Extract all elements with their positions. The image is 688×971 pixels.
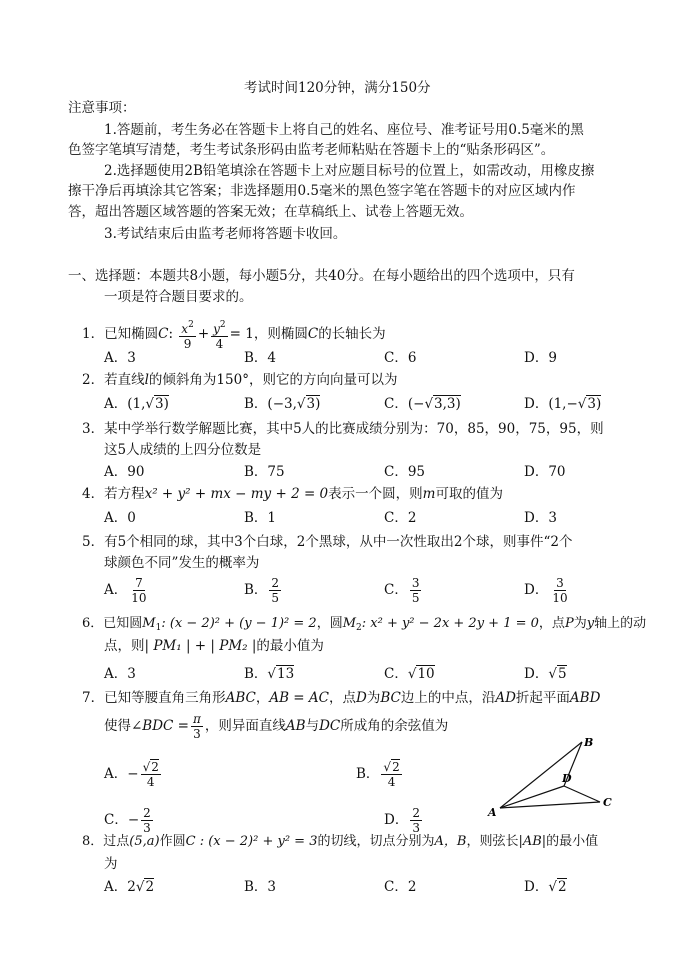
q6-option-d: D．√5 <box>524 666 567 682</box>
section-title-b: 一项是符合题目要求的。 <box>104 289 253 305</box>
q2-option-b: B．(−3,√3) <box>244 396 321 412</box>
q2-option-a: A．(1,√3) <box>104 396 169 412</box>
exam-info: 考试时间120分钟，满分150分 <box>244 80 431 96</box>
edge-dc <box>564 786 600 802</box>
q1-option-d: D．9 <box>524 350 557 366</box>
q4-option-d: D．3 <box>524 510 557 526</box>
q8-option-d: D．√2 <box>524 879 567 895</box>
question-5-b: 球颜色不同”发生的概率为 <box>104 555 260 571</box>
q8-option-a: A．2√2 <box>104 879 155 895</box>
q1-option-c: C．6 <box>384 350 417 366</box>
q1-option-b: B．4 <box>244 350 277 366</box>
q7-option-b: B． $\frac{√2}{4}$ <box>356 760 400 789</box>
question-8-a: 8．过点(5,a)作圆C : (x − 2)² + y² = 3的切线，切点分别为A，B，则弦长|AB|的最小值 <box>82 834 599 849</box>
notice-2b: 擦干净后再填涂其它答案；非选择题用0.5毫米的黑色签字笔在答题卡的对应区域内作 <box>68 183 576 199</box>
q8-option-b: B．3 <box>244 879 277 895</box>
label-a: A <box>488 806 497 818</box>
q2-option-d: D．(1,−√3) <box>524 396 602 412</box>
q5-option-a: A． $\frac{7}{10}$ <box>104 576 147 605</box>
q5-option-c: C． $\frac{3}{5}$ <box>384 576 420 605</box>
question-3-b: 这5人成绩的上四分位数是 <box>104 442 262 458</box>
question-5-a: 5．有5个相同的球，其中3个白球，2个黑球，从中一次性取出2个球，则事件“2个 <box>82 534 573 550</box>
notice-1b: 色签字笔填写清楚，考生考试条形码由监考老师粘贴在答题卡上的“贴条形码区”。 <box>68 142 555 158</box>
label-d: D <box>562 772 572 785</box>
q7-option-a: A．− $\frac{√2}{4}$ <box>104 760 159 789</box>
q5-option-d: D． $\frac{3}{10}$ <box>524 576 568 605</box>
q5-option-b: B． $\frac{2}{5}$ <box>244 576 280 605</box>
q4-option-c: C．2 <box>384 510 417 526</box>
question-7-a: 7．已知等腰直角三角形ABC，AB = AC，点D为BC边上的中点，沿AD折起平面ABD <box>82 690 601 706</box>
q1-option-a: A．3 <box>104 350 136 366</box>
label-c: C <box>603 796 612 809</box>
q3-option-a: A．90 <box>104 464 145 480</box>
q4-option-b: B．1 <box>244 510 277 526</box>
triangle-figure <box>486 734 616 818</box>
question-8-b: 为 <box>104 856 118 872</box>
q6-option-b: B．√13 <box>244 666 295 682</box>
q7-option-c: C．− $\frac{2}{3}$ <box>104 806 151 835</box>
notice-1a: 1.答题前，考生务必在答题卡上将自己的姓名、座位号、准考证号用0.5毫米的黑 <box>104 122 584 138</box>
q8-option-c: C．2 <box>384 879 417 895</box>
q3-option-d: D．70 <box>524 464 566 480</box>
question-7-b: 使得∠BDC = $\frac{\pi}{3}$ ，则异面直线AB与DC所成角的余弦值为 <box>104 712 449 741</box>
q6-option-a: A．3 <box>104 666 136 682</box>
question-6-b: 点，则| PM₁ | + | PM₂ |的最小值为 <box>104 638 324 654</box>
question-4: 4．若方程x² + y² + mx − my + 2 = 0表示一个圆，则m可取的值为 <box>82 486 503 502</box>
q3-option-c: C．95 <box>384 464 426 480</box>
q6-option-c: C．√10 <box>384 666 435 682</box>
question-6-a: 6．已知圆$M_1$: (x − 2)² + (y − 1)² = 2，圆$M_2$: x² + y² − 2x + 2y + 1 = 0，点P为y轴上的动 <box>82 616 647 633</box>
q4-option-a: A．0 <box>104 510 136 526</box>
notice-title: 注意事项： <box>68 100 136 116</box>
notice-2a: 2.选择题使用2B铅笔填涂在答题卡上对应题目标号的位置上，如需改动，用橡皮擦 <box>104 163 595 179</box>
notice-2c: 答，超出答题区域答题的答案无效；在草稿纸上、试卷上答题无效。 <box>68 204 473 220</box>
question-3-a: 3．某中学举行数学解题比赛，其中5人的比赛成绩分别为：70，85，90，75，95，则 <box>82 421 604 437</box>
q3-option-b: B．75 <box>244 464 285 480</box>
question-1: 1．已知椭圆C: $\frac{x^2}{9}$ + $\frac{y^2}{4}$ = 1，则椭圆C的长轴长为 <box>82 320 386 351</box>
label-b: B <box>584 736 594 749</box>
notice-3: 3.考试结束后由监考老师将答题卡收回。 <box>104 226 347 242</box>
section-title-a: 一、选择题：本题共8小题，每小题5分，共40分。在每小题给出的四个选项中，只有 <box>68 268 575 284</box>
question-2: 2．若直线l的倾斜角为150°，则它的方向向量可以为 <box>82 372 398 388</box>
q7-option-d: D． $\frac{2}{3}$ <box>384 806 420 835</box>
q2-option-c: C．(−√3,3) <box>384 396 461 412</box>
